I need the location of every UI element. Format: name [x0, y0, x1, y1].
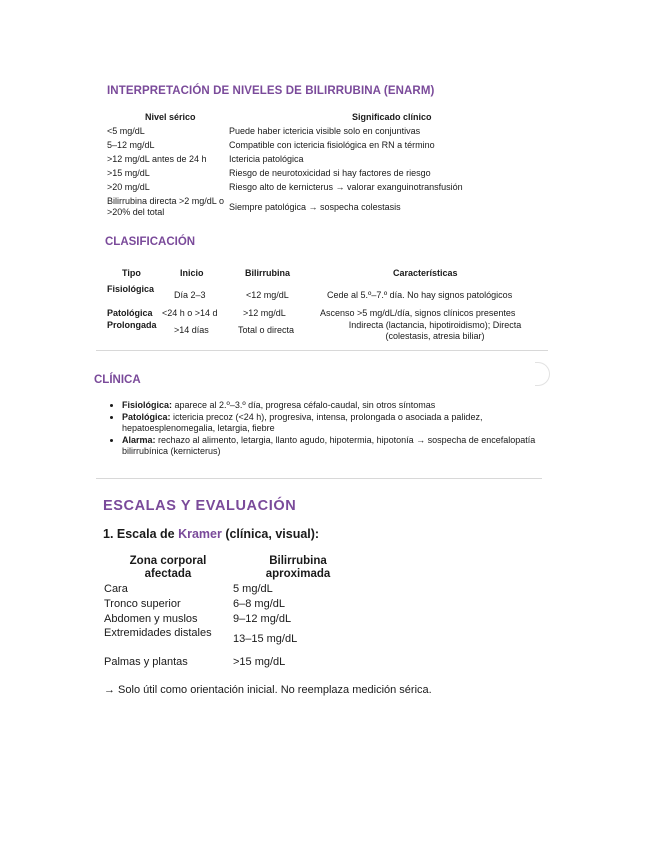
zona-cell: Abdomen y muslos	[104, 613, 198, 625]
meaning-cell: Compatible con ictericia fisiológica en RN a término	[229, 140, 435, 150]
tipo-cell: Fisiológica	[107, 284, 155, 294]
subtitle-suffix: (clínica, visual):	[221, 527, 320, 541]
kramer-name: Kramer	[178, 527, 222, 541]
bilirrubina-cell: 13–15 mg/dL	[233, 633, 298, 645]
caracteristicas-cell: Cede al 5.º–7.º día. No hay signos patológicos	[327, 290, 513, 300]
level-cell: >12 mg/dL antes de 24 h	[107, 154, 207, 164]
clinica-list	[108, 400, 548, 458]
zona-cell: Extremidades distales	[104, 627, 212, 639]
list-item: • Alarma: rechazo al alimento, letargia, llanto agudo, hipotermia, hipotonía → sospecha de encefalopatía bilirrubínica (kernicterus)	[122, 435, 548, 458]
column-header-tipo: Tipo	[122, 268, 141, 278]
zona-cell: Palmas y plantas	[104, 656, 188, 668]
subtitle-prefix: 1. Escala de	[103, 527, 179, 541]
bilirrubina-cell: Total o directa	[238, 325, 295, 335]
level-cell: 5–12 mg/dL	[107, 140, 155, 150]
tipo-cell: Patológica	[107, 308, 153, 318]
column-header-nivel: Nivel sérico	[145, 112, 196, 122]
bilirrubina-cell: >12 mg/dL	[243, 308, 286, 318]
kramer-note: → Solo útil como orientación inicial. No reemplaza medición sérica.	[104, 684, 432, 696]
column-header-significado: Significado clínico	[352, 112, 432, 122]
level-cell: Bilirrubina directa >2 mg/dL o >20% del total	[107, 196, 224, 217]
bilirrubina-cell: <12 mg/dL	[246, 290, 289, 300]
bilirrubina-cell: 6–8 mg/dL	[233, 598, 285, 610]
list-item: • Fisiológica: aparece al 2.º–3.º día, progresa céfalo-caudal, sin otros síntomas	[122, 400, 548, 412]
table-row	[107, 126, 145, 137]
column-header-zona: Zona corporal afectada	[129, 555, 207, 580]
column-header-bilirrubina: Bilirrubina	[245, 268, 291, 278]
bilirrubina-cell: 9–12 mg/dL	[233, 613, 292, 625]
column-header-bilirrubina-aprox: Bilirrubina aproximada	[265, 555, 331, 580]
bilirrubina-cell: >15 mg/dL	[233, 656, 286, 668]
zona-cell: Cara	[104, 583, 128, 595]
caracteristicas-cell: Indirecta (lactancia, hipotiroidismo); Directa (colestasis, atresia biliar)	[348, 320, 522, 341]
divider	[96, 350, 548, 351]
inicio-cell: >14 días	[174, 325, 209, 335]
meaning-cell: Riesgo de neurotoxicidad si hay factores de riesgo	[229, 168, 431, 178]
caracteristicas-cell: Ascenso >5 mg/dL/día, signos clínicos presentes	[320, 308, 516, 318]
kramer-subtitle	[103, 527, 319, 541]
inicio-cell: Día 2–3	[174, 290, 206, 300]
column-header-inicio: Inicio	[180, 268, 204, 278]
bilirrubina-cell: 5 mg/dL	[233, 583, 273, 595]
zona-cell: Tronco superior	[104, 598, 181, 610]
meaning-cell: Riesgo alto de kernicterus → valorar exanguinotransfusión	[229, 182, 463, 192]
list-item: • Patológica: ictericia precoz (<24 h), progresiva, intensa, prolongada o asociada a palidez, hepatoesplenomegalia, letargia, fiebre	[122, 412, 548, 435]
inicio-cell: <24 h o >14 d	[162, 308, 218, 318]
tipo-cell: Prolongada	[107, 320, 157, 330]
divider	[96, 478, 542, 479]
section-title-escalas: ESCALAS Y EVALUACIÓN	[103, 498, 297, 514]
level-cell: >15 mg/dL	[107, 168, 150, 178]
section-title-clasificacion: CLASIFICACIÓN	[105, 236, 196, 248]
level-cell: <5 mg/dL	[107, 126, 145, 136]
column-header-caracteristicas: Características	[393, 268, 458, 278]
meaning-cell: Ictericia patológica	[229, 154, 304, 164]
section-title-clinica: CLÍNICA	[94, 374, 141, 386]
meaning-cell: Puede haber ictericia visible solo en conjuntivas	[229, 126, 421, 136]
level-cell: >20 mg/dL	[107, 182, 150, 192]
section-title-interpretacion: INTERPRETACIÓN DE NIVELES DE BILIRRUBINA (ENARM)	[107, 85, 435, 97]
meaning-cell: Siempre patológica → sospecha colestasis	[229, 202, 401, 212]
page-curl-decoration	[535, 362, 550, 386]
